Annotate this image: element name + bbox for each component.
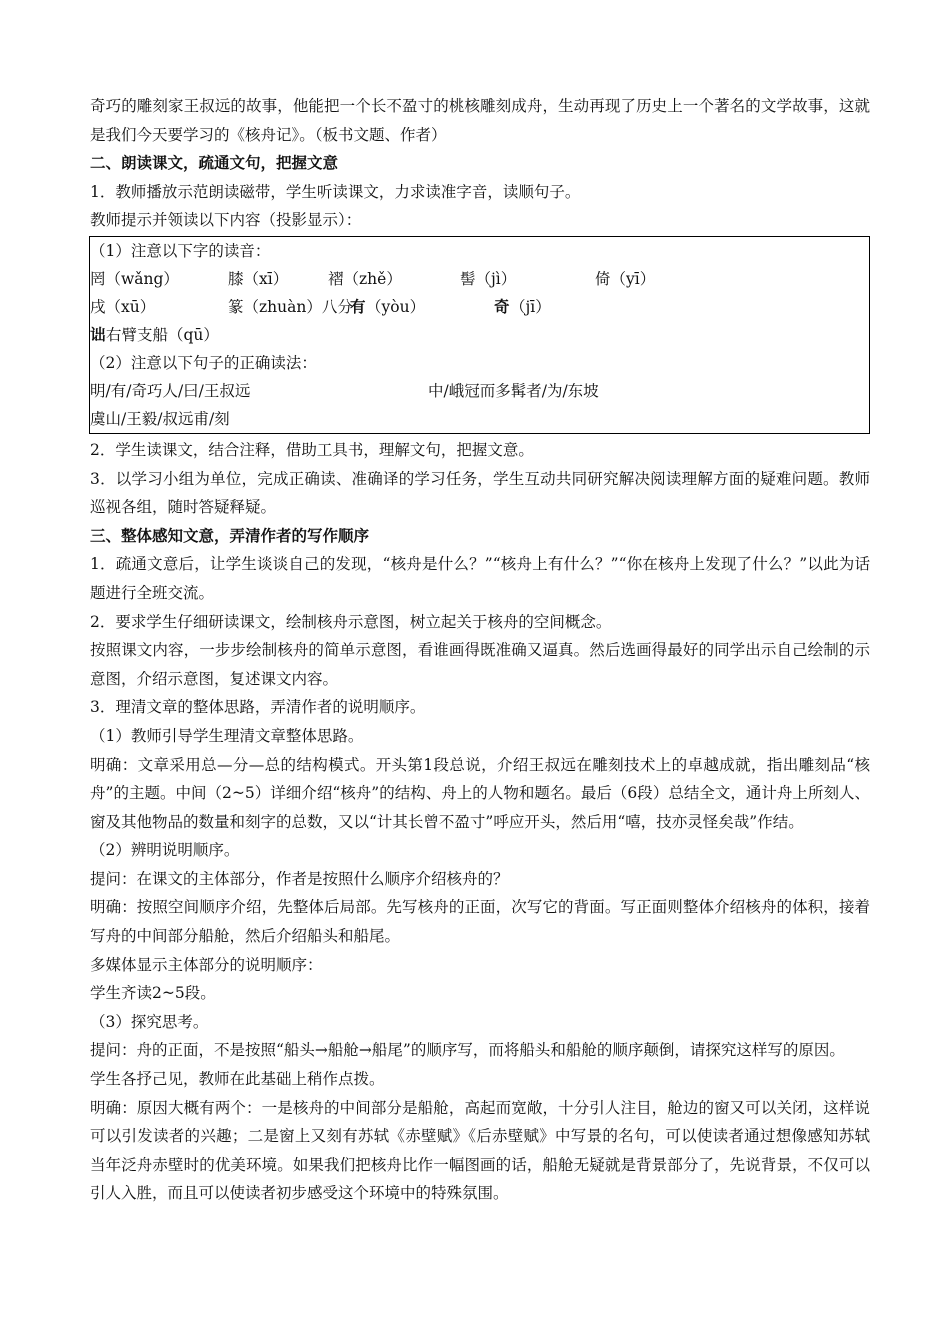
- paragraph: （2）辨明说明顺序。: [90, 841, 240, 860]
- reading-row-1: [90, 377, 869, 405]
- intro-paragraph: 奇巧的雕刻家王叔远的故事，他能把一个长不盈寸的桃核雕刻成舟，生动再现了历史上一个著名的文学故事，这就是我们今天要学习的《核舟记》。（板书文题、作者）: [90, 97, 870, 144]
- pron-char: 有: [350, 296, 366, 316]
- section-heading-3: 三、整体感知文意，弄清作者的写作顺序: [90, 525, 370, 545]
- paragraph: 按照课文内容，一步步绘制核舟的简单示意图，看谁画得既准确又逼真。然后选画得最好的同学出示自己绘制的示意图，介绍示意图，复述课文内容。: [90, 641, 870, 688]
- pron-item: 倚（yī）: [595, 269, 656, 288]
- pron-item: （yòu）: [366, 297, 426, 316]
- pron-item: 褶（zhě）: [328, 269, 402, 288]
- pron-item: 戌（xū）: [90, 297, 156, 316]
- pron-item: 髻（jì）: [460, 269, 517, 288]
- reading-row-2: [90, 405, 869, 433]
- paragraph: （1）教师引导学生理清文章整体思路。: [90, 726, 364, 745]
- paragraph: 明确：原因大概有两个：一是核舟的中间部分是船舱，高起而宽敞，十分引人注目，舱边的窗又可以关闭，这样说可以引发读者的兴趣；二是窗上又刻有苏轼《赤壁赋》《后赤壁赋》中写景的名句，可以使读者通过想像感知苏轼当年泛舟赤壁时的优美环境。如果我们把核舟比作一幅图画的话，船舱无疑就是背景部分了，先说背景，不仅可以引人入胜，而且可以使读者初步感受这个环境中的特殊氛围。: [90, 1098, 870, 1203]
- paragraph: （3）探究思考。: [90, 1012, 209, 1031]
- section-heading-2: 二、朗读课文，疏通文句，把握文意: [90, 153, 339, 173]
- projection-box: [89, 236, 870, 434]
- paragraph: 提问：在课文的主体部分，作者是按照什么顺序介绍核舟的？: [90, 869, 509, 888]
- paragraph: 3．理清文章的整体思路，弄清作者的说明顺序。: [90, 698, 426, 717]
- reading-item: 明/有/奇巧人/曰/王叔远: [90, 381, 251, 400]
- pron-item: 右臂支船（qū）: [106, 325, 219, 344]
- pronunciation-row-2: [90, 293, 869, 321]
- reading-item: 中/峨冠而多髯者/为/东坡: [428, 381, 599, 400]
- pronunciation-row-3: [90, 321, 869, 349]
- paragraph: 2．学生读课文，结合注释，借助工具书，理解文句，把握文意。: [90, 440, 534, 459]
- paragraph: 明确：按照空间顺序介绍，先整体后局部。先写核舟的正面，次写它的背面。写正面则整体介绍核舟的体积，接着写舟的中间部分船舱，然后介绍船头和船尾。: [90, 898, 870, 946]
- paragraph: 1．教师播放示范朗读磁带，学生听读课文，力求读准字音，读顺句子。: [90, 182, 581, 201]
- pron-char: 奇: [494, 296, 510, 316]
- paragraph: 3．以学习小组为单位，完成正确读、准确译的学习任务，学生互动共同研究解决阅读理解方面的疑难问题。教师巡视各组，随时答疑释疑。: [90, 469, 870, 517]
- pron-item: 篆（zhuàn）八分: [228, 297, 353, 316]
- pron-item: 罔（wǎng）: [90, 269, 179, 288]
- paragraph: 2．要求学生仔细研读课文，绘制核舟示意图，树立起关于核舟的空间概念。: [90, 612, 612, 631]
- paragraph: 明确：文章采用总—分—总的结构模式。开头第1段总说，介绍王叔远在雕刻技术上的卓越成就，指出雕刻品“核舟”的主题。中间（2~5）详细介绍“核舟”的结构、舟上的人物和题名。最后（6段）总结全文，通计舟上所刻人、窗及其他物品的数量和刻字的总数，又以“计其长曾不盈寸”呼应开头，然后用“嘻，技亦灵怪矣哉”作结。: [90, 755, 870, 831]
- paragraph: 多媒体显示主体部分的说明顺序：: [90, 955, 323, 974]
- pronunciation-row-1: [90, 265, 869, 293]
- reading-item: 虞山/王毅/叔远甫/刻: [90, 409, 230, 428]
- box-note-1: （1）注意以下字的读音：: [90, 241, 271, 260]
- paragraph: 教师提示并领读以下内容（投影显示）：: [90, 211, 362, 230]
- pron-char: 诎: [90, 324, 106, 344]
- paragraph: 学生齐读2~5段。: [90, 984, 216, 1003]
- document-page: [90, 92, 870, 1208]
- paragraph: 1．疏通文意后，让学生谈谈自己的发现，“核舟是什么？”“核舟上有什么？”“你在核舟上发现了什么？”以此为话题进行全班交流。: [90, 555, 870, 602]
- paragraph: 学生各抒己见，教师在此基础上稍作点拨。: [90, 1070, 385, 1089]
- pron-item: （jī）: [510, 297, 551, 316]
- box-note-2: （2）注意以下句子的正确读法：: [90, 353, 317, 372]
- pron-item: 膝（xī）: [228, 269, 289, 288]
- paragraph: 提问：舟的正面，不是按照“船头→船舱→船尾”的顺序写，而将船头和船舱的顺序颠倒，请探究这样写的原因。: [90, 1041, 845, 1060]
